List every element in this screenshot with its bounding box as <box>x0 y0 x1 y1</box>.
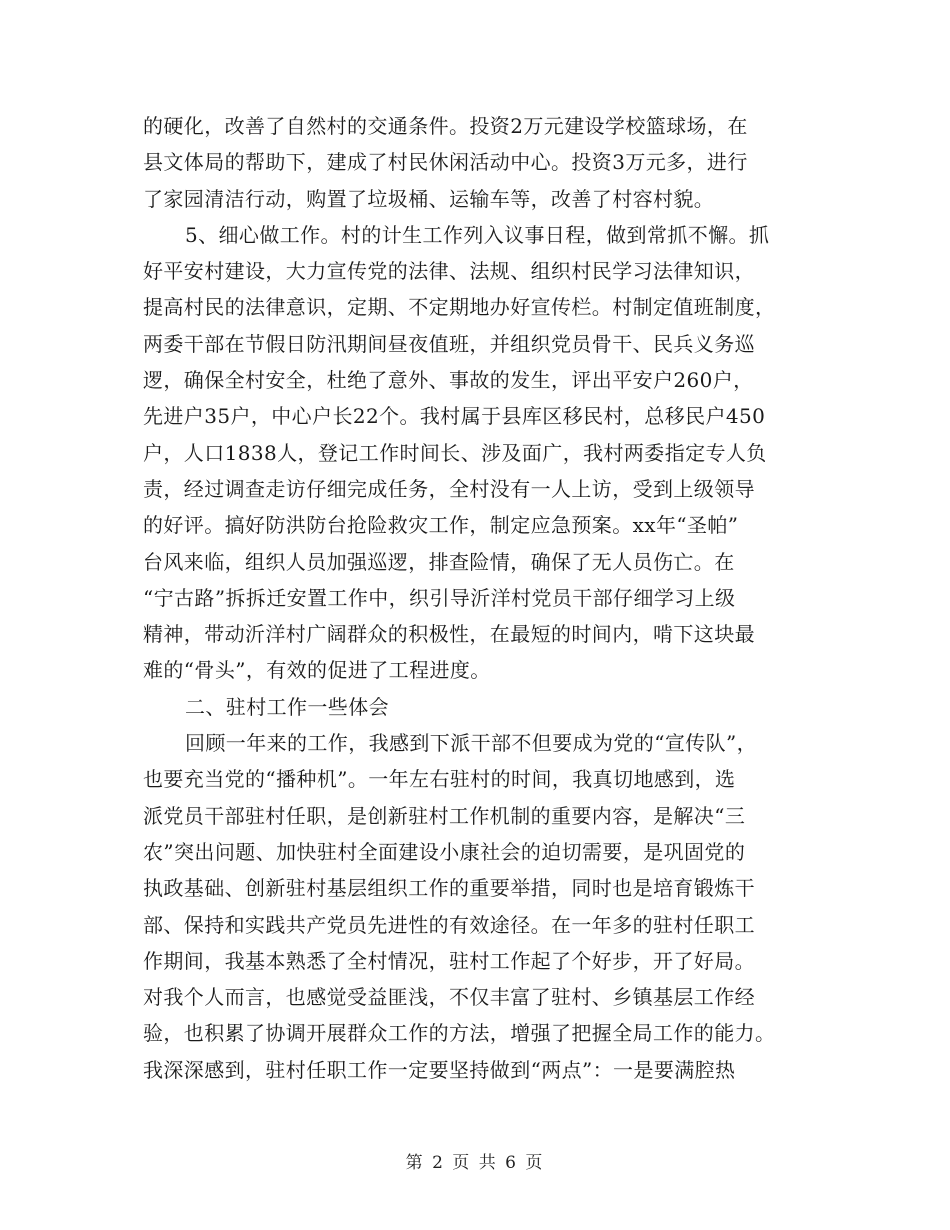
body-text <box>143 108 808 1088</box>
text-line: 县文体局的帮助下，建成了村民休闲活动中心。投资3万元多，进行 <box>143 150 748 175</box>
paragraph-start-line: 回顾一年来的工作，我感到下派干部不但要成为党的“宣传队”， <box>185 731 758 756</box>
text-line: 提高村民的法律意识，定期、不定期地办好宣传栏。村制定值班制度， <box>143 295 776 320</box>
text-line: 台风来临，组织人员加强巡逻，排查险情，确保了无人员伤亡。在 <box>143 549 735 574</box>
text-line: 对我个人而言，也感觉受益匪浅，不仅丰富了驻村、乡镇基层工作经 <box>143 985 755 1010</box>
text-line: “宁古路”拆拆迁安置工作中，织引导沂洋村党员干部仔细学习上级 <box>143 585 736 610</box>
text-line: 两委干部在节假日防汛期间昼夜值班，并组织党员骨干、民兵义务巡 <box>143 331 755 356</box>
text-line: 难的“骨头”，有效的促进了工程进度。 <box>143 658 491 683</box>
text-line: 的硬化，改善了自然村的交通条件。投资2万元建设学校篮球场，在 <box>143 114 748 138</box>
paragraph-start-line: 5、细心做工作。村的计生工作列入议事日程，做到常抓不懈。抓 <box>185 222 770 247</box>
text-line: 部、保持和实践共产党员先进性的有效途径。在一年多的驻村任职工 <box>143 912 755 937</box>
page-number-footer: 第 2 页 共 6 页 <box>405 1153 545 1173</box>
section-heading: 二、驻村工作一些体会 <box>185 694 389 719</box>
text-line: 农”突出问题、加快驻村全面建设小康社会的迫切需要，是巩固党的 <box>143 839 746 864</box>
text-line: 逻，确保全村安全，杜绝了意外、事故的发生，评出平安户260户， <box>143 368 754 393</box>
text-line: 先进户35户，中心户长22个。我村属于县库区移民村，总移民户450 <box>143 404 766 429</box>
text-line: 也要充当党的“播种机”。一年左右驻村的时间，我真切地感到，选 <box>143 767 736 792</box>
text-line: 好平安村建设，大力宣传党的法律、法规、组织村民学习法律知识， <box>143 259 755 284</box>
text-line: 作期间，我基本熟悉了全村情况，驻村工作起了个好步，开了好局。 <box>143 948 755 973</box>
text-line: 验，也积累了协调开展群众工作的方法，增强了把握全局工作的能力。 <box>143 1021 776 1046</box>
text-line: 我深深感到，驻村任职工作一定要坚持做到“两点”：一是要满腔热 <box>143 1057 736 1082</box>
text-line: 派党员干部驻村任职，是创新驻村工作机制的重要内容，是解决“三 <box>143 803 746 828</box>
text-line: 户，人口1838人，登记工作时间长、涉及面广，我村两委指定专人负 <box>143 440 767 465</box>
text-line: 精神，带动沂洋村广阔群众的积极性，在最短的时间内，啃下这块最 <box>143 622 755 647</box>
text-line: 责，经过调查走访仔细完成任务，全村没有一人上访，受到上级领导 <box>143 476 755 501</box>
text-line: 的好评。搞好防洪防台抢险救灾工作，制定应急预案。xx年“圣帕” <box>143 513 739 538</box>
text-line: 执政基础、创新驻村基层组织工作的重要举措，同时也是培育锻炼干 <box>143 876 755 901</box>
text-line: 了家园清洁行动，购置了垃圾桶、运输车等，改善了村容村貌。 <box>143 186 715 211</box>
